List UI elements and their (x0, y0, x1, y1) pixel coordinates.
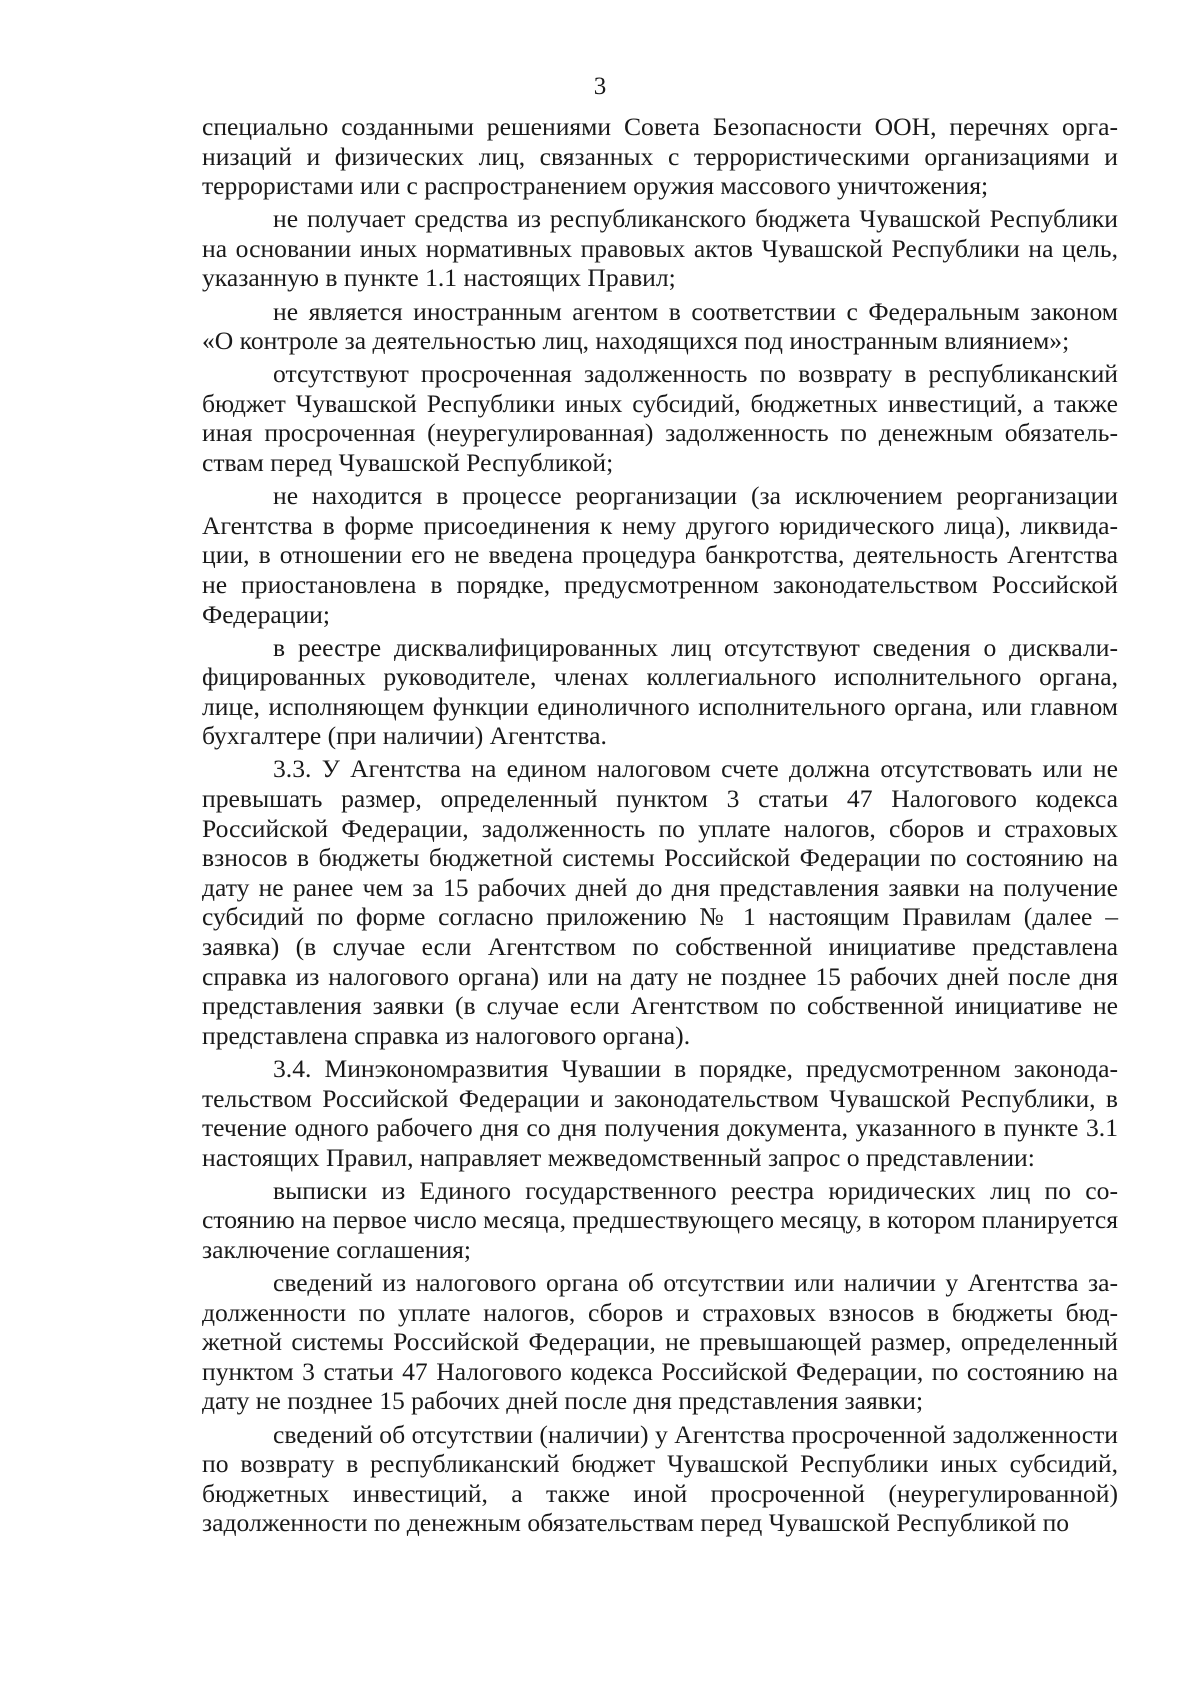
paragraph-overdue-debt: отсутствуют просроченная задолженность по возврату в республиканский бюджет Чувашской Республики иных субсидий, бюджетных инвестиций, а также иная просроченная (неурегулированная) задолженность по денежным обязательствам перед Чувашской Республикой; (202, 359, 1118, 478)
paragraph-reorganization: не находится в процессе реорганизации (за исключением реорганизации Агентства в форме присоединения к нему другого юридического лица), ликвидации, в отношении его не введена процедура банкротства, деятельность Агентства не приостановлена в порядке, предусмотренном законодательством Российской Федерации; (202, 481, 1118, 629)
paragraph-tax-authority-info: сведений из налогового органа об отсутствии или наличии у Агентства задолженности по уплате налогов, сборов и страховых взносов в бюджеты бюджетной системы Российской Федерации, не превышающей размер, определенный пунктом 3 статьи 47 Налогового кодекса Российской Федерации, по состоянию на дату не позднее 15 рабочих дней после дня представления заявки; (202, 1268, 1118, 1416)
paragraph-overdue-info: сведений об отсутствии (наличии) у Агентства просроченной задолженности по возврату в республиканский бюджет Чувашской Республики иных субсидий, бюджетных инвестиций, а также иной просроченной (неурегулированной) задолженности по денежным обязательствам перед Чувашской Республикой по (202, 1419, 1118, 1538)
paragraph-section-3-4: 3.4. Минэкономразвития Чувашии в порядке, предусмотренном законодательством Российской Федерации и законодательством Чувашской Республики, в течение одного рабочего дня со дня получения документа, указанного в пункте 3.1 настоящих Правил, направляет межведомственный запрос о представлении: (202, 1053, 1118, 1172)
document-body (202, 112, 1118, 1541)
page-number: 3 (593, 73, 607, 100)
paragraph-foreign-agent: не является иностранным агентом в соответствии с Федеральным законом «О контроле за деятельностью лиц, находящихся под иностранным влиянием»; (202, 296, 1118, 356)
paragraph-continuation: специально созданными решениями Совета Безопасности ООН, перечнях организаций и физических лиц, связанных с террористическими организациями и террористами или с распространением оружия массового уничтожения; (202, 112, 1118, 201)
paragraph-budget-funds: не получает средства из республиканского бюджета Чувашской Республики на основании иных нормативных правовых актов Чувашской Республики на цель, указанную в пункте 1.1 настоящих Правил; (202, 204, 1118, 293)
paragraph-registry-extract: выписки из Единого государственного реестра юридических лиц по состоянию на первое число месяца, предшествующего месяцу, в котором планируется заключение соглашения; (202, 1175, 1118, 1264)
paragraph-section-3-3: 3.3. У Агентства на едином налоговом счете должна отсутствовать или не превышать размер, определенный пунктом 3 статьи 47 Налогового кодекса Российской Федерации, задолженность по уплате налогов, сборов и страховых взносов в бюджеты бюджетной системы Российской Федерации по состоянию на дату не ранее чем за 15 рабочих дней до дня представления заявки на получение субсидий по форме согласно приложению № 1 настоящим Правилам (далее – заявка) (в случае если Агентством по собственной инициативе представлена справка из налогового органа) или на дату не позднее 15 рабочих дней после дня представления заявки (в случае если Агентством по собственной инициативе не представлена справка из налогового органа). (202, 754, 1118, 1050)
paragraph-disqualified-registry: в реестре дисквалифицированных лиц отсутствуют сведения о дисквалифицированных руководителе, членах коллегиального исполнительного органа, лице, исполняющем функции единоличного исполнительного органа, или главном бухгалтере (при наличии) Агентства. (202, 632, 1118, 751)
